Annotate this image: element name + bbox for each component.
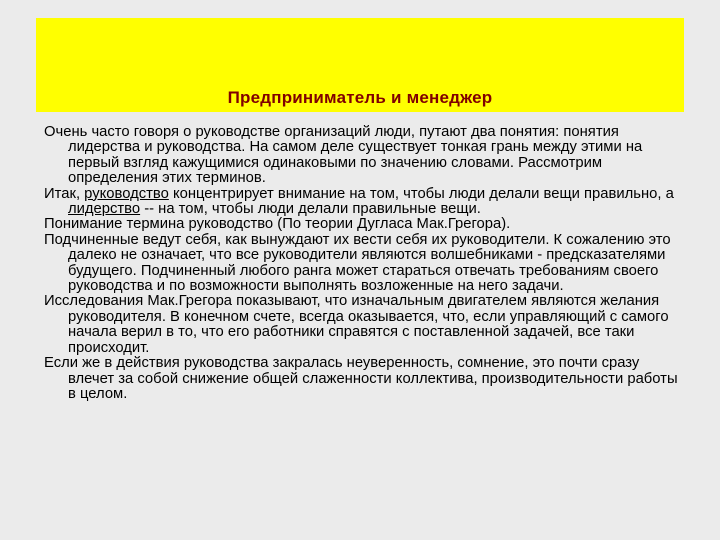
slide-body [44,125,684,402]
paragraph-definitions [44,187,684,218]
text-fragment: Итак, [44,185,85,202]
paragraph-intro: Очень часто говоря о руководстве организаций люди, путают два понятия: понятия лидерства и руководства. На самом деле существует тонкая грань между этими на первый взгляд кажущимися одинаковыми по значению словами. Рассмотрим определения этих терминов. [44,124,643,187]
paragraph-subordinates: Подчиненные ведут себя, как вынуждают их вести себя их руководители. К сожалению это далеко не означает, что все руководители являются волшебниками - предсказателями будущего. Подчиненный любого ранга может стараться отвечать требованиям своего руководства и по возможности выполнять возложенные на него задачи. [44,231,671,295]
term-management: руководство [84,185,169,202]
term-leadership: лидерство [68,201,141,218]
title-band [36,18,684,112]
slide-title: Предприниматель и менеджер [227,88,493,107]
paragraph-theory-heading: Понимание термина руководство (По теории Дугласа Мак.Грегора). [44,216,511,233]
paragraph-research: Исследования Мак.Грегора показывают, что изначальным двигателем являются желания руководителя. В конечном счете, всегда оказывается, что, если управляющий с самого начала верил в то, что его работники справятся с поставленной задачей, все таки происходит. [44,293,669,356]
text-fragment: концентрирует внимание на том, чтобы люди делали вещи правильно, а [168,185,674,202]
paragraph-uncertainty: Если же в действия руководства закралась неуверенность, сомнение, это почти сразу влечет за собой снижение общей слаженности коллектива, производительности работы в целом. [44,355,678,402]
text-fragment: -- на том, чтобы люди делали правильные вещи. [140,201,481,218]
